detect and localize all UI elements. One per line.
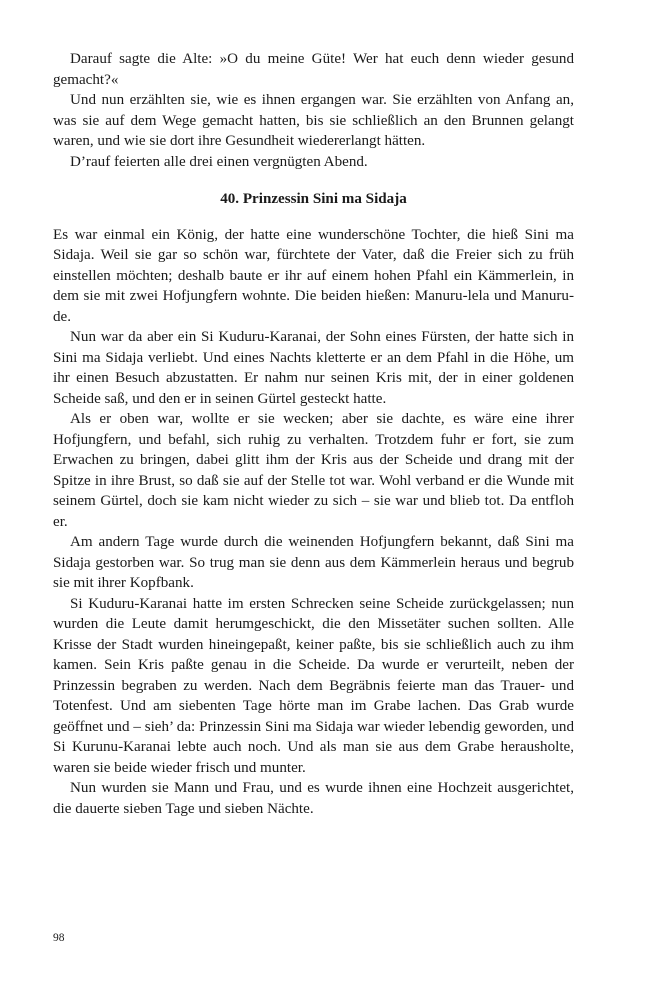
paragraph: Am andern Tage wurde durch die weinenden Hofjungfern bekannt, daß Sini ma Sidaja gestorben war. So trug man sie denn aus dem Kämmerlein heraus und begrub sie mit ihrer Kopfbank. [53, 534, 574, 591]
paragraph: Und nun erzählten sie, wie es ihnen ergangen war. Sie erzählten von Anfang an, was sie auf dem Wege gemacht hatten, bis sie schließlich an den Brunnen gelangt waren, und wie sie dort ihre Gesundheit wiedererlangt hätten. [53, 92, 574, 149]
story-title: 40. Prinzessin Sini ma Sidaja [220, 191, 407, 207]
page-number: 98 [53, 932, 65, 944]
paragraph: Si Kuduru-Karanai hatte im ersten Schrecken seine Scheide zurückgelassen; nun wurden die Leute damit herumgeschickt, die den Missetäter suchen sollten. Alle Krisse der Stadt wurden hineingepaßt, keiner paßte, bis sie schließlich auch zu ihm kamen. Sein Kris paßte genau in die Scheide. Da wurde er verurteilt, neben der Prinzessin begraben zu werden. Nach dem Begräbnis feierte man das Trauer- und Totenfest. Und am siebenten Tage hörte man im Grabe lachen. Das Grab wurde geöffnet und – sieh’ da: Prinzessin Sini ma Sidaja war wieder lebendig geworden, und Si Kurunu-Karanai lebte auch noch. Und als man sie aus dem Grabe herausholte, waren sie beide wieder frisch und munter. [53, 595, 574, 776]
paragraph: D’rauf feierten alle drei einen vergnügten Abend. [70, 153, 368, 170]
paragraph: Es war einmal ein König, der hatte eine wunderschöne Tochter, die hieß Sini ma Sidaja. Weil sie gar so schön war, fürchtete der Vater, daß die Freier sich zu früh einstellen möchten; deshalb baute er ihr auf einem hohen Pfahl ein Kämmerlein, in dem sie mit zwei Hofjungfern wohnte. Die beiden hießen: Manuru-lela und Manuru-de. [53, 226, 574, 325]
paragraph: Als er oben war, wollte er sie wecken; aber sie dachte, es wäre eine ihrer Hofjungfern, und befahl, sich ruhig zu verhalten. Trotzdem fuhr er fort, sie zum Erwachen zu bringen, dabei glitt ihm der Kris aus der Scheide und drang mit der Spitze in ihre Brust, so daß sie auf der Stelle tot war. Wohl verband er die Wunde mit seinem Gürtel, doch sie kam nicht wieder zu sich – sie war und blieb tot. Da entfloh er. [53, 411, 574, 530]
paragraph: Darauf sagte die Alte: »O du meine Güte! Wer hat euch denn wieder gesund gemacht?« [53, 51, 574, 88]
paragraph: Nun wurden sie Mann und Frau, und es wurde ihnen eine Hochzeit ausgerichtet, die dauerte sieben Tage und sieben Nächte. [53, 780, 574, 817]
page-body [53, 49, 574, 819]
paragraph: Nun war da aber ein Si Kuduru-Karanai, der Sohn eines Fürsten, der hatte sich in Sini ma Sidaja verliebt. Und eines Nachts kletterte er an dem Pfahl in die Höhe, um ihr einen Besuch abzustatten. Er nahm nur seinen Kris mit, der in einer goldenen Scheide saß, und den er in seinen Gürtel gesteckt hatte. [53, 329, 574, 407]
